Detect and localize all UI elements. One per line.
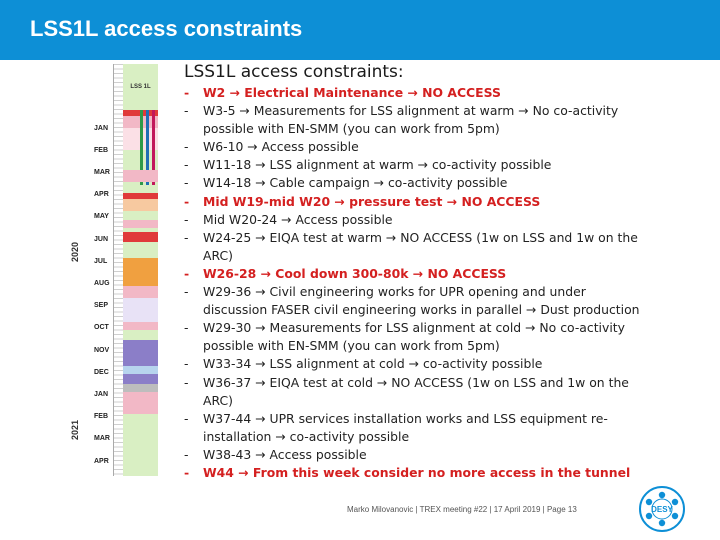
month-label: JUL <box>94 258 108 265</box>
month-label: JUN <box>94 236 109 243</box>
constraint-item: - W33-34 → LSS alignment at cold → co-activity possible <box>182 355 652 373</box>
schedule-block <box>123 199 158 211</box>
constraint-item: - W29-30 → Measurements for LSS alignment at cold → No co-activity <box>182 319 652 337</box>
schedule-block <box>123 392 158 414</box>
constraint-item: - W3-5 → Measurements for LSS alignment at warm → No co-activity <box>182 102 652 120</box>
constraint-item: - Mid W20-24 → Access possible <box>182 211 652 229</box>
constraint-item-continuation: installation → co-activity possible <box>203 428 410 444</box>
constraint-item-continuation: possible with EN-SMM (you can work from 5pm) <box>203 121 500 137</box>
constraint-item: - W29-36 → Civil engineering works for UPR opening and under <box>182 283 652 301</box>
schedule-block <box>123 384 158 392</box>
constraint-item: - W14-18 → Cable campaign → co-activity possible <box>182 174 652 192</box>
schedule-block <box>123 258 158 286</box>
logo-text: DESY <box>651 505 673 514</box>
month-label: NOV <box>94 347 110 354</box>
month-label: AUG <box>94 280 110 287</box>
month-label: FEB <box>94 147 108 154</box>
schedule-block <box>123 286 158 298</box>
constraint-item: - W6-10 → Access possible <box>182 138 652 156</box>
desy-logo-icon <box>638 485 686 533</box>
month-label: MAY <box>94 213 109 220</box>
schedule-block <box>123 340 158 366</box>
year-label-2020: 2020 <box>70 241 80 262</box>
slide-title: LSS1L access constraints <box>30 16 303 41</box>
schedule-block <box>123 322 158 330</box>
constraint-item: - W37-44 → UPR services installation works and LSS equipment re- <box>182 410 652 428</box>
month-label: MAR <box>94 169 110 176</box>
constraint-item: - Mid W19-mid W20 → pressure test → NO ACCESS <box>182 193 652 211</box>
constraint-item-continuation: ARC) <box>203 392 233 408</box>
schedule-block <box>123 366 158 374</box>
schedule-block <box>123 298 158 322</box>
constraint-item: - W2 → Electrical Maintenance → NO ACCESS <box>182 84 652 102</box>
constraint-item: - W26-28 → Cool down 300-80k → NO ACCESS <box>182 265 652 283</box>
schedule-block <box>123 220 158 228</box>
month-label: OCT <box>94 324 109 331</box>
constraint-item-continuation: possible with EN-SMM (you can work from 5pm) <box>203 338 500 354</box>
constraint-item-continuation: discussion FASER civil engineering works in parallel → Dust production <box>203 302 640 318</box>
lss-column-label: LSS 1L <box>130 84 151 90</box>
year-label-2021: 2021 <box>70 419 80 440</box>
month-label: DEC <box>94 369 109 376</box>
month-label: SEP <box>94 302 109 309</box>
footer-text: Marko Milovanovic | TREX meeting #22 | 17 April 2019 | Page 13 <box>347 505 577 514</box>
constraint-item: - W38-43 → Access possible <box>182 446 652 464</box>
constraint-item: - W24-25 → EIQA test at warm → NO ACCESS (1w on LSS and 1w on the <box>182 229 652 247</box>
content-title: LSS1L access constraints: <box>184 62 404 82</box>
month-label: FEB <box>94 413 108 420</box>
schedule-block <box>123 170 158 182</box>
constraint-list <box>182 84 652 482</box>
schedule-block <box>123 232 158 242</box>
constraint-item: - W44 → From this week consider no more access in the tunnel <box>182 464 652 482</box>
constraint-item: - W11-18 → LSS alignment at warm → co-activity possible <box>182 156 652 174</box>
month-label: JAN <box>94 125 109 132</box>
month-label: MAR <box>94 435 110 442</box>
month-label: APR <box>94 458 109 465</box>
constraint-item: - W36-37 → EIQA test at cold → NO ACCESS (1w on LSS and 1w on the <box>182 374 652 392</box>
slide-header <box>0 0 720 60</box>
month-label: APR <box>94 191 109 198</box>
constraint-item-continuation: ARC) <box>203 247 233 263</box>
schedule-block <box>123 374 158 384</box>
month-label: JAN <box>94 391 109 398</box>
